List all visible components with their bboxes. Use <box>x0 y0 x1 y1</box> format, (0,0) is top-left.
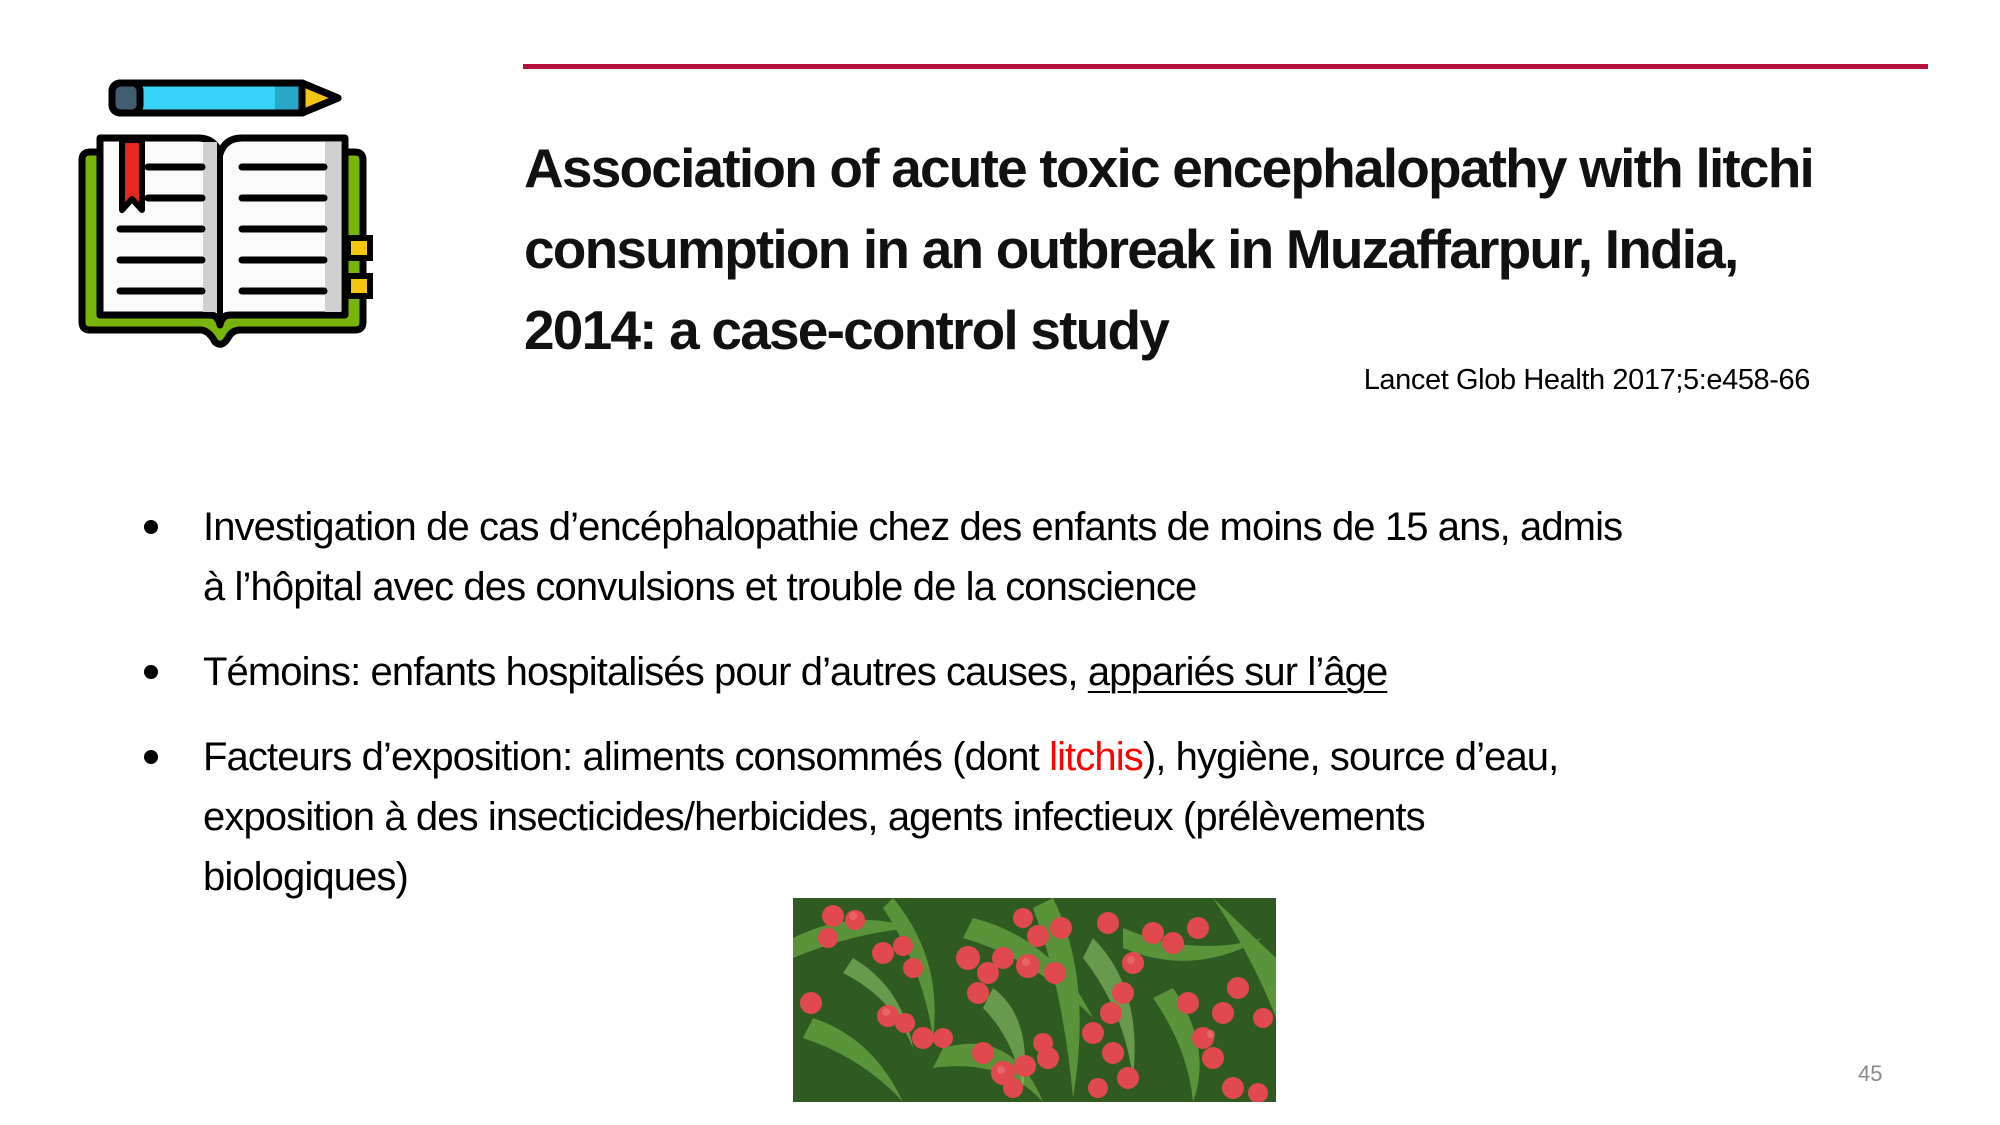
article-title-line: 2014: a case-control study <box>524 299 1169 361</box>
bullet-text: Facteurs d’exposition: aliments consommés (dont <box>203 735 1050 779</box>
bullet-dot <box>144 750 158 764</box>
bullet-text: ), hygiène, source d’eau, <box>1142 735 1559 779</box>
bullet-dot <box>144 520 158 534</box>
bullet-text-line <box>203 732 1558 782</box>
article-title-line: consumption in an outbreak in Muzaffarpur, India, <box>524 218 1738 280</box>
article-title-line: Association of acute toxic encephalopathy with litchi <box>524 137 1813 199</box>
bullet-text-line: biologiques) <box>203 855 408 899</box>
bullet-text-line: exposition à des insecticides/herbicides, agents infectieux (prélèvements <box>203 795 1425 839</box>
underlined-text: appariés sur l’âge <box>1087 650 1388 694</box>
bullet-dot <box>144 665 158 679</box>
citation: Lancet Glob Health 2017;5:e458-66 <box>1363 364 1810 396</box>
open-book-with-pencil-icon <box>70 70 380 360</box>
article-title <box>524 128 1944 371</box>
bullet-text-line: Investigation de cas d’encéphalopathie chez des enfants de moins de 15 ans, admis <box>203 505 1623 549</box>
litchi-photo <box>793 898 1276 1102</box>
highlighted-text-litchis: litchis <box>1049 735 1143 779</box>
accent-rule <box>523 64 1928 69</box>
bullet-text-line: à l’hôpital avec des convulsions et trouble de la conscience <box>203 565 1197 609</box>
bullet-text-line <box>203 647 1387 697</box>
bullet-text: Témoins: enfants hospitalisés pour d’autres causes, <box>203 650 1088 694</box>
pencil-icon <box>112 83 338 113</box>
page-number: 45 <box>1858 1061 1883 1086</box>
